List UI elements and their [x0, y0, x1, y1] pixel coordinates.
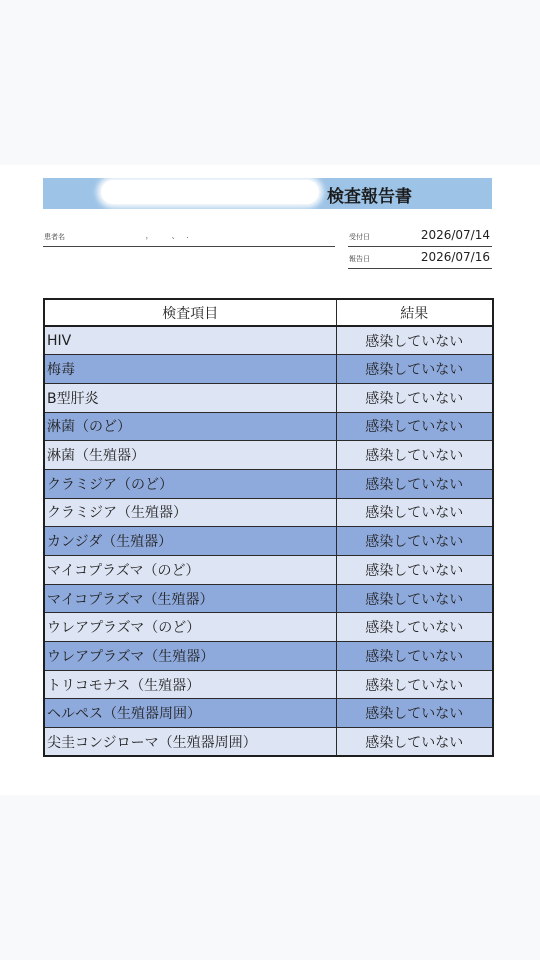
table-row [44, 728, 493, 757]
table-row [44, 412, 493, 441]
result-cell: 感染していない [336, 527, 493, 556]
result-cell: 感染していない [336, 642, 493, 671]
table-row [44, 670, 493, 699]
result-cell: 感染していない [336, 613, 493, 642]
redacted-clinic-name [101, 180, 319, 204]
result-cell: 感染していない [336, 498, 493, 527]
header-result: 結果 [336, 299, 493, 326]
table-row [44, 326, 493, 355]
test-item-cell: マイコプラズマ（生殖器） [44, 584, 336, 613]
reported-date: 2026/07/16 [420, 250, 490, 264]
result-cell: 感染していない [336, 556, 493, 585]
test-item-cell: ヘルペス（生殖器周囲） [44, 699, 336, 728]
test-item-cell: クラミジア（のど） [44, 469, 336, 498]
table-row [44, 383, 493, 412]
result-cell: 感染していない [336, 728, 493, 757]
test-item-cell: ウレアプラズマ（のど） [44, 613, 336, 642]
result-cell: 感染していない [336, 412, 493, 441]
test-item-cell: マイコプラズマ（のど） [44, 556, 336, 585]
table-row [44, 498, 493, 527]
title-bar [43, 178, 492, 209]
table-row [44, 584, 493, 613]
reported-label: 報告日 [349, 255, 370, 263]
result-cell: 感染していない [336, 441, 493, 470]
results-table [43, 298, 494, 757]
result-cell: 感染していない [336, 584, 493, 613]
table-row [44, 469, 493, 498]
test-item-cell: B型肝炎 [44, 383, 336, 412]
test-item-cell: カンジダ（生殖器） [44, 527, 336, 556]
result-cell: 感染していない [336, 326, 493, 355]
test-item-cell: トリコモナス（生殖器） [44, 670, 336, 699]
result-cell: 感染していない [336, 355, 493, 384]
table-header-row [44, 299, 493, 326]
table-row [44, 613, 493, 642]
test-item-cell: 尖圭コンジローマ（生殖器周囲） [44, 728, 336, 757]
test-item-cell: ウレアプラズマ（生殖器） [44, 642, 336, 671]
test-item-cell: HIV [44, 326, 336, 355]
table-row [44, 556, 493, 585]
test-item-cell: クラミジア（生殖器） [44, 498, 336, 527]
patient-field [43, 225, 335, 247]
table-row [44, 441, 493, 470]
result-cell: 感染していない [336, 469, 493, 498]
received-date: 2026/07/14 [420, 228, 490, 242]
table-row [44, 699, 493, 728]
test-item-cell: 淋菌（のど） [44, 412, 336, 441]
result-cell: 感染していない [336, 383, 493, 412]
result-cell: 感染していない [336, 699, 493, 728]
patient-label: 患者名 [44, 233, 65, 241]
patient-name: ， 、 . [131, 231, 191, 240]
table-row [44, 642, 493, 671]
test-item-cell: 梅毒 [44, 355, 336, 384]
received-label: 受付日 [349, 233, 370, 241]
reported-date-field [348, 247, 492, 269]
result-cell: 感染していない [336, 670, 493, 699]
header-test-item: 検査項目 [44, 299, 336, 326]
report-sheet [0, 165, 540, 795]
test-item-cell: 淋菌（生殖器） [44, 441, 336, 470]
table-row [44, 527, 493, 556]
table-row [44, 355, 493, 384]
received-date-field [348, 225, 492, 247]
report-title: 検査報告書 [327, 187, 412, 207]
